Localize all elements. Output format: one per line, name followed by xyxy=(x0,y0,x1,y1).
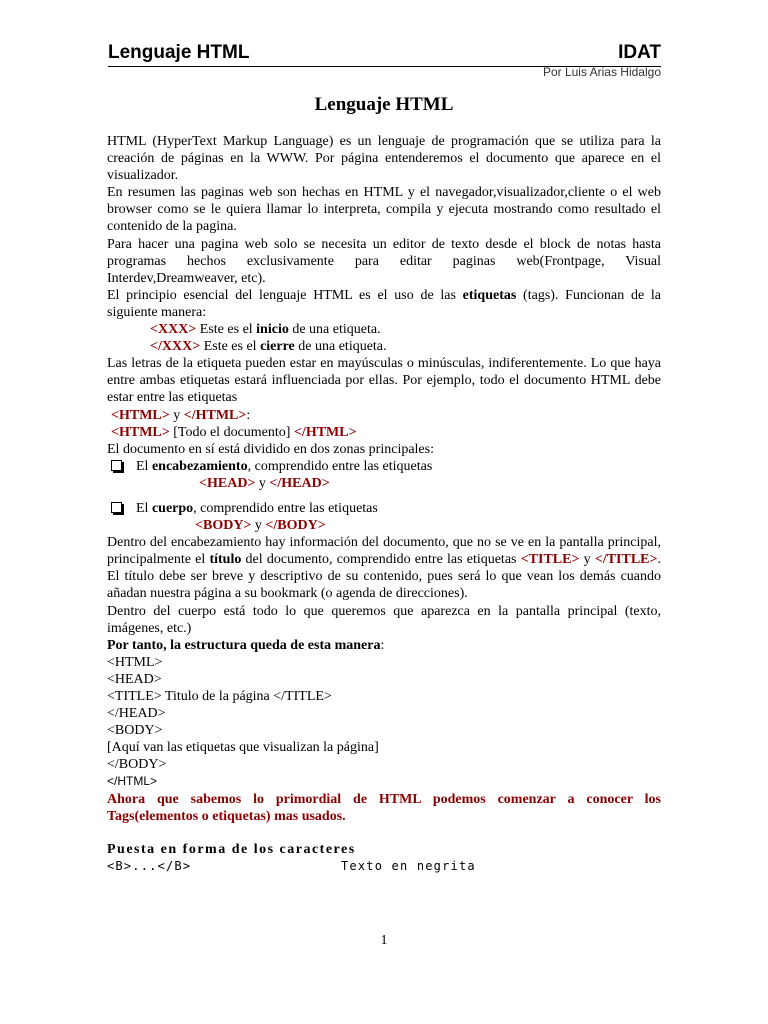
start-tag-line xyxy=(107,321,661,338)
structure-line: [Aquí van las etiquetas que visualizan la página] xyxy=(107,740,379,756)
bold-text: inicio xyxy=(256,322,289,338)
checkbox-bullet-icon xyxy=(111,502,122,513)
bullet-body xyxy=(107,500,661,517)
end-tag-line xyxy=(107,338,661,355)
paragraph-case: Las letras de la etiqueta pueden estar en mayúsculas o minúsculas, indiferentemente. Lo que haya entre ambas etiquetas estará influenciada por ellas. Por ejemplo, todo el documento HTML debe estar entre las etiquetas xyxy=(107,356,661,406)
page-number: 1 xyxy=(380,933,388,948)
text: El xyxy=(136,458,152,474)
body-tags-line xyxy=(107,517,661,534)
text: El principio esencial del lenguaje HTML es el uso de las xyxy=(107,287,463,303)
paragraph-zones: El documento en sí está dividido en dos zonas principales: xyxy=(107,441,434,457)
bold-text: encabezamiento xyxy=(151,458,248,474)
structure-line: <TITLE> Titulo de la página </TITLE> xyxy=(107,689,332,704)
document-body xyxy=(107,133,661,875)
tag-code: </BODY> xyxy=(265,518,326,534)
format-code: <B>...</B> xyxy=(107,858,192,873)
text: de una etiqueta. xyxy=(294,339,387,355)
text: Dentro del encabezamiento hay información del documento, que no se ve en la pantalla principal, principalmente el xyxy=(107,535,661,568)
tag-code: <TITLE> xyxy=(520,552,580,568)
text: de una etiqueta. xyxy=(288,322,381,338)
text: Este es el xyxy=(196,322,257,338)
text: , comprendido entre las etiquetas xyxy=(193,500,378,516)
tag-code: </HTML> xyxy=(183,407,247,423)
format-description: Texto en negrita xyxy=(341,858,476,873)
bold-text: cierre xyxy=(260,339,295,355)
paragraph-tags xyxy=(107,287,661,321)
text: Este es el xyxy=(200,339,261,355)
text: . El título debe ser breve y descriptivo de su contenido, pues será lo que vean los demás cuando añadan nuestra página a su bookmark (o agenda de direcciones). xyxy=(107,552,661,602)
tag-code: </HEAD> xyxy=(269,475,330,491)
tag-code: </TITLE> xyxy=(594,552,658,568)
paragraph-structure-intro xyxy=(107,637,661,654)
text: (tags). Funcionan de la siguiente manera: xyxy=(107,287,662,320)
bold-text: etiquetas xyxy=(462,287,517,303)
text: : xyxy=(246,407,251,423)
tag-code: <XXX> xyxy=(150,322,197,338)
text: y xyxy=(169,407,184,423)
tag-code: </XXX> xyxy=(150,339,201,355)
tag-code: </HTML> xyxy=(293,424,357,440)
document-title: Lenguaje HTML xyxy=(314,94,454,115)
header-author: Por Luis Arias Hidalgo xyxy=(542,65,661,79)
closing-note: Ahora que sabemos lo primordial de HTML podemos comenzar a conocer los Tags(elementos o etiquetas) mas usados. xyxy=(107,791,661,824)
paragraph-body-info: Dentro del cuerpo está todo lo que queremos que aparezca en la pantalla principal (texto, imágenes, etc.) xyxy=(107,603,661,636)
text: y xyxy=(579,552,595,568)
structure-line: <HEAD> xyxy=(107,671,162,687)
format-row xyxy=(107,858,661,875)
structure-line: <HTML> xyxy=(107,654,163,670)
html-tags-line xyxy=(107,407,661,424)
text: [Todo el documento] xyxy=(169,424,294,440)
header-org: IDAT xyxy=(618,42,661,63)
text: y xyxy=(251,518,266,534)
html-document-line xyxy=(107,424,661,441)
paragraph-summary: En resumen las paginas web son hechas en HTML y el navegador,visualizador,cliente o el web browser como se le quiera llamar lo interpreta, compila y ejecuta mostrando como resultado el contenido de la pagina. xyxy=(107,185,661,235)
bold-text: título xyxy=(209,552,242,568)
bullet-head xyxy=(107,458,661,475)
section-title: Puesta en forma de los caracteres xyxy=(107,841,356,857)
tag-code: <HEAD> xyxy=(199,475,256,491)
structure-line: </BODY> xyxy=(107,757,167,773)
paragraph-editor: Para hacer una pagina web solo se necesita un editor de texto desde el block de notas hasta programas hechos exclusivamente para editar paginas web(Frontpage, Visual Interdev,Dreamweaver, etc). xyxy=(107,236,661,286)
tag-code: <HTML> xyxy=(111,407,170,423)
checkbox-bullet-icon xyxy=(111,460,122,471)
structure-line: <BODY> xyxy=(107,723,163,739)
header-title: Lenguaje HTML xyxy=(108,42,250,63)
structure-line: </HEAD> xyxy=(107,706,166,722)
text: : xyxy=(380,637,385,653)
text: El xyxy=(136,500,152,516)
head-tags-line xyxy=(107,475,661,492)
tag-code: <BODY> xyxy=(195,518,252,534)
page-header xyxy=(108,40,661,67)
bold-text: Por tanto, la estructura queda de esta manera xyxy=(107,637,381,653)
paragraph-intro: HTML (HyperText Markup Language) es un lenguaje de programación que se utiliza para la creación de páginas en la WWW. Por página entenderemos el documento que aparece en el visualizador. xyxy=(107,134,661,184)
text: , comprendido entre las etiquetas xyxy=(247,458,433,474)
text: del documento, comprendido entre las etiquetas xyxy=(241,552,521,568)
tag-code: <HTML> xyxy=(111,424,170,440)
text: y xyxy=(255,475,270,491)
structure-line: </HTML> xyxy=(107,774,158,789)
paragraph-head-info xyxy=(107,534,661,602)
bold-text: cuerpo xyxy=(151,500,194,516)
